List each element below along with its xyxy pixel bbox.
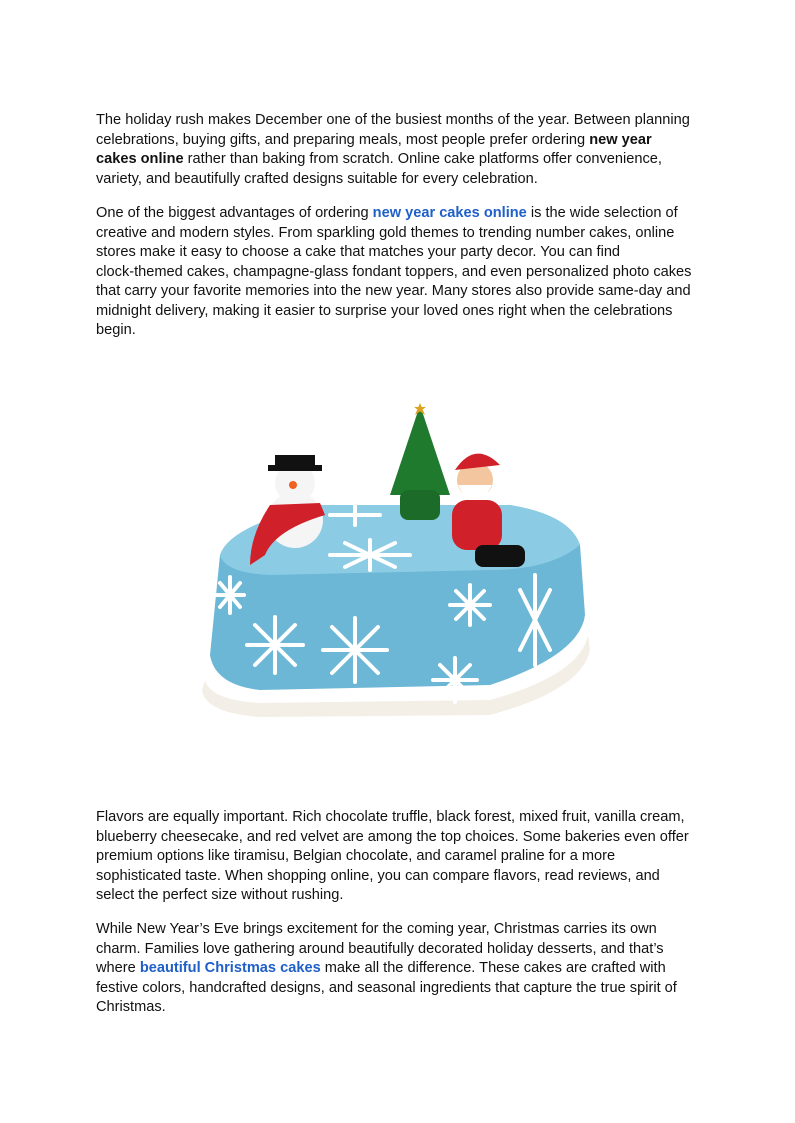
- text-line: [96, 867, 716, 887]
- bold-text: new year: [589, 131, 652, 148]
- text-line: [96, 847, 716, 867]
- text-line: [96, 243, 716, 263]
- text-line: [96, 959, 716, 979]
- text-run: While New Year’s Eve brings excitement for the coming year, Christmas carries its own: [96, 921, 657, 937]
- text-line: [96, 940, 716, 960]
- text-run: select the perfect size without rushing.: [96, 887, 344, 903]
- text-line: [96, 224, 716, 244]
- text-run: festive colors, handcrafted designs, and seasonal ingredients that capture the true spirit of: [96, 979, 677, 996]
- text-line: [96, 131, 716, 151]
- text-line: [96, 282, 716, 302]
- text-line: [96, 920, 716, 940]
- text-line: [96, 808, 716, 828]
- text-line: [96, 886, 716, 906]
- text-run: is the wide selection of: [526, 205, 678, 221]
- text-line: [96, 998, 716, 1018]
- text-run: midnight delivery, making it easier to surprise your loved ones right when the celebrations: [96, 302, 673, 319]
- text-run: sophisticated taste. When shopping online, you can compare flavors, read reviews, and: [96, 867, 660, 884]
- text-line: [96, 263, 716, 283]
- text-run: stores make it easy to choose a cake that matches your party decor. You can find: [96, 244, 621, 260]
- inline-link[interactable]: beautiful Christmas cakes: [139, 960, 321, 976]
- text-run: creative and modern styles. From sparkling gold themes to trending number cakes, online: [96, 224, 675, 241]
- text-line: [96, 979, 716, 999]
- text-run: clock-themed cakes, champagne-glass fondant toppers, and even personalized photo cakes: [96, 263, 692, 280]
- text-line: [96, 302, 716, 322]
- paragraph-flavors: [96, 808, 716, 906]
- text-run: that carry your favorite memories into the new year. Many stores also provide same-day and: [96, 283, 691, 299]
- text-run: The holiday rush makes December one of the busiest months of the year. Between planning: [96, 112, 690, 128]
- text-line: [96, 170, 716, 190]
- text-run: where: [96, 960, 140, 976]
- text-run: Christmas.: [96, 999, 166, 1015]
- text-run: rather than baking from scratch. Online cake platforms offer convenience,: [183, 151, 662, 167]
- text-line: [96, 150, 716, 170]
- text-run: Flavors are equally important. Rich chocolate truffle, black forest, mixed fruit, vanilla cream,: [96, 809, 685, 825]
- text-run: variety, and beautifully crafted designs suitable for every celebration.: [96, 170, 538, 187]
- text-line: [96, 321, 716, 341]
- text-line: [96, 204, 716, 224]
- paragraph-advantages: [96, 204, 716, 341]
- text-run: make all the difference. These cakes are crafted with: [320, 960, 666, 976]
- text-run: One of the biggest advantages of ordering: [96, 205, 373, 221]
- bold-text: cakes online: [96, 151, 184, 167]
- text-run: blueberry cheesecake, and red velvet are among the top choices. Some bakeries even offer: [96, 828, 689, 845]
- paragraph-intro: [96, 111, 716, 189]
- text-run: premium options like tiramisu, Belgian chocolate, and caramel praline for a more: [96, 848, 616, 864]
- text-run: begin.: [96, 322, 136, 338]
- inline-link[interactable]: new year cakes online: [372, 205, 527, 221]
- text-run: charm. Families love gathering around beautifully decorated holiday desserts, and that’s: [96, 940, 664, 957]
- paragraph-christmas: [96, 920, 716, 1018]
- text-line: [96, 111, 716, 131]
- christmas-cake-image: [190, 355, 600, 795]
- text-run: celebrations, buying gifts, and preparing meals, most people prefer ordering: [96, 131, 590, 148]
- text-line: [96, 828, 716, 848]
